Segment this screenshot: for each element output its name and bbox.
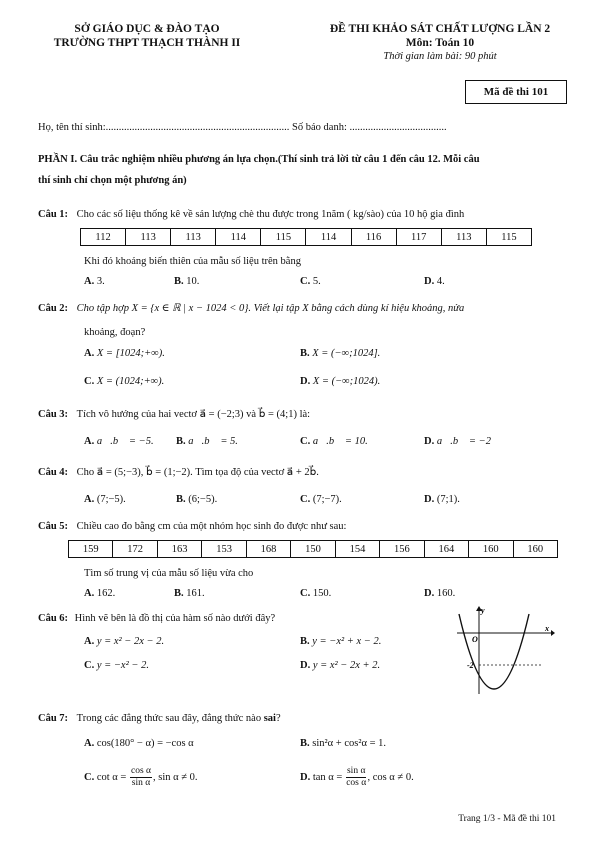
q7-text: Trong các đẳng thức sau đây, đẳng thức nào (76, 713, 264, 724)
q2-option-a[interactable]: A. X = [1024;+∞). (84, 348, 165, 359)
q4-option-b[interactable]: B. (6;−5). (176, 494, 218, 505)
subject: Môn: Toán 10 (405, 37, 475, 49)
part1-title: PHẦN I. Câu trắc nghiệm nhiều phương án lựa chọn.(Thí sinh trả lời từ câu 1 đến câu 12. Mỗi câu (38, 154, 480, 165)
q7-option-d[interactable]: D. tan α = $\frac{\text{sin α}}{\text{cos α}}$ , cos α ≠ 0. (300, 766, 414, 788)
q3-label: Câu 3: (38, 409, 69, 420)
q5-ask: Tìm số trung vị của mẫu số liệu vừa cho (84, 568, 254, 579)
q7-text-bold: sai (263, 713, 276, 724)
exam-title: ĐỀ THI KHẢO SÁT CHẤT LƯỢNG LẦN 2 (329, 23, 551, 35)
q1-option-a[interactable]: A. 3. (84, 276, 105, 287)
header-left (22, 22, 272, 50)
graph-intercept-label: -2 (467, 661, 474, 670)
q1-cell: 114 (216, 229, 261, 246)
q4-text: Cho a⃗ = (5;−3), b⃗ = (1;−2). Tìm tọa độ của vectơ a⃗ + 2b⃗. (76, 467, 319, 478)
graph-x-axis-arrow (551, 630, 555, 636)
q1-data-table (80, 228, 532, 246)
q5-cell: 164 (424, 541, 468, 558)
q5 (38, 520, 346, 534)
q5-cell: 156 (380, 541, 424, 558)
q2-option-b[interactable]: B. X = (−∞;1024]. (300, 348, 381, 359)
q5-cell: 168 (246, 541, 290, 558)
q2-text-cont: khoảng, đoạn? (84, 327, 146, 338)
q3-option-c[interactable]: C. a⃗.b⃗ = 10. (300, 436, 368, 447)
q2-option-c[interactable]: C. X = (1024;+∞). (84, 376, 165, 387)
q1 (38, 208, 464, 222)
q3-option-a[interactable]: A. a⃗.b⃗ = −5. (84, 436, 154, 447)
q5-label: Câu 5: (38, 521, 69, 532)
q7-c-fraction: $\frac{\text{cos α}}{\text{sin α}}$ (130, 766, 152, 788)
q1-cell: 115 (261, 229, 306, 246)
q5-cell: 160 (513, 541, 557, 558)
q6-option-c[interactable]: C. y = −x² − 2. (84, 660, 149, 671)
q5-option-a[interactable]: A. 162. (84, 588, 116, 599)
header-right (300, 22, 580, 64)
q3 (38, 408, 310, 422)
q5-cell: 172 (113, 541, 157, 558)
q1-ask: Khi đó khoảng biến thiên của mẫu số liệu trên bằng (84, 256, 301, 267)
q1-option-c[interactable]: C. 5. (300, 276, 321, 287)
q3-option-b[interactable]: B. a⃗.b⃗ = 5. (176, 436, 238, 447)
q7-d-fraction: $\frac{\text{sin α}}{\text{cos α}}$ (346, 766, 367, 788)
q2-option-d[interactable]: D. X = (−∞;1024). (300, 376, 381, 387)
q7 (38, 712, 281, 726)
q1-cell: 116 (351, 229, 396, 246)
q5-option-d[interactable]: D. 160. (424, 588, 456, 599)
q2 (38, 302, 563, 316)
q1-cell: 113 (441, 229, 486, 246)
q7-label: Câu 7: (38, 713, 69, 724)
q6-text: Hình vẽ bên là đồ thị của hàm số nào dưới đây? (74, 613, 276, 624)
q3-text: Tích vô hướng của hai vectơ a⃗ = (−2;3) và b⃗ = (4;1) là: (76, 409, 311, 420)
page-footer: Trang 1/3 - Mã đề thi 101 (458, 814, 556, 824)
q5-cell: 163 (157, 541, 201, 558)
q5-data-table (68, 540, 558, 558)
q5-cell: 159 (69, 541, 113, 558)
exam-code: Mã đề thi 101 (483, 86, 549, 98)
q1-option-d[interactable]: D. 4. (424, 276, 445, 287)
q1-cell: 113 (171, 229, 216, 246)
q1-label: Câu 1: (38, 209, 69, 220)
q5-cell: 160 (469, 541, 513, 558)
q1-cell: 114 (306, 229, 351, 246)
q5-text: Chiều cao đo bằng cm của một nhóm học sinh đo được như sau: (76, 521, 347, 532)
graph-origin-label: O (472, 635, 478, 644)
q1-option-b[interactable]: B. 10. (174, 276, 200, 287)
q5-cell: 154 (335, 541, 379, 558)
school-name: TRƯỜNG THPT THẠCH THÀNH II (53, 37, 241, 49)
q1-cell: 113 (126, 229, 171, 246)
q4-option-c[interactable]: C. (7;−7). (300, 494, 342, 505)
q1-cell: 117 (396, 229, 441, 246)
q6-option-d[interactable]: D. y = x² − 2x + 2. (300, 660, 381, 671)
q6 (38, 612, 275, 626)
graph-parabola-curve (459, 614, 529, 689)
q6-option-a[interactable]: A. y = x² − 2x − 2. (84, 636, 165, 647)
q5-option-b[interactable]: B. 161. (174, 588, 205, 599)
q4-label: Câu 4: (38, 467, 69, 478)
exam-code-box (465, 80, 567, 104)
q1-cell: 115 (486, 229, 531, 246)
part1-title-cont: thí sinh chỉ chọn một phương án) (38, 175, 187, 186)
q6-label: Câu 6: (38, 613, 69, 624)
q3-option-d[interactable]: D. a⃗.b⃗ = −2 (424, 436, 491, 447)
q1-cell: 112 (81, 229, 126, 246)
q4 (38, 466, 319, 480)
graph-y-label: y (481, 606, 485, 615)
graph-x-label: x (545, 624, 549, 633)
q1-text: Cho các số liệu thống kê về sản lượng chè thu được trong 1năm ( kg/sào) của 10 hộ gia đình (76, 209, 465, 220)
q4-option-d[interactable]: D. (7;1). (424, 494, 460, 505)
q4-option-a[interactable]: A. (7;−5). (84, 494, 126, 505)
q7-text-end: ? (275, 713, 281, 724)
q6-parabola-graph (455, 604, 555, 696)
q7-option-b[interactable]: B. sin²α + cos²α = 1. (300, 738, 387, 749)
q2-text: Cho tập hợp X = {x ∈ ℝ | x − 1024 < 0}. Viết lại tập X bằng cách dùng kí hiệu khoảng, nửa (76, 303, 465, 314)
q6-option-b[interactable]: B. y = −x² + x − 2. (300, 636, 382, 647)
q2-label: Câu 2: (38, 303, 69, 314)
q7-option-c[interactable]: C. cot α = $\frac{\text{cos α}}{\text{sin α}}$ , sin α ≠ 0. (84, 766, 198, 788)
exam-time: Thời gian làm bài: 90 phút (383, 51, 497, 62)
department-name: SỞ GIÁO DỤC & ĐÀO TẠO (74, 23, 220, 35)
student-info-line: Họ, tên thí sinh:...................................................................... Số báo danh: ..................................... (38, 122, 447, 133)
q7-option-a[interactable]: A. cos(180° − α) = −cos α (84, 738, 194, 749)
q5-cell: 150 (291, 541, 335, 558)
q5-option-c[interactable]: C. 150. (300, 588, 332, 599)
q5-cell: 153 (202, 541, 246, 558)
